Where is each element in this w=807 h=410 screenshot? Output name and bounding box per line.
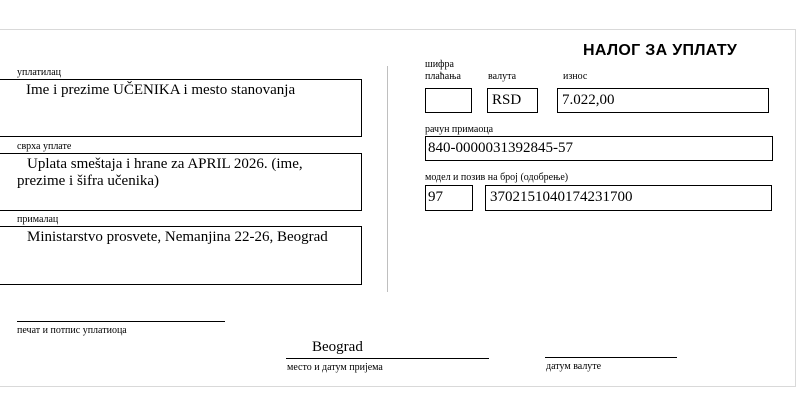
amount-field[interactable]: [557, 88, 769, 113]
payer-label: уплатилац: [17, 67, 62, 78]
payment-code-label-1: шифра: [425, 59, 454, 70]
value-date-line: [545, 357, 677, 358]
reference-number-field[interactable]: [485, 185, 772, 211]
payer-value: Ime i prezime UČENIKA i mesto stanovanja: [26, 82, 296, 98]
payer-field[interactable]: [0, 79, 362, 137]
purpose-label: сврха уплате: [17, 141, 72, 152]
recipient-field[interactable]: [0, 226, 362, 285]
recipient-value: Ministarstvo prosvete, Nemanjina 22-26, Beograd: [27, 229, 328, 245]
recipient-label: прималац: [17, 214, 59, 225]
purpose-value: Uplata smeštaja i hrane za APRIL 2026. (ime, prezime i šifra učenika): [17, 156, 303, 189]
purpose-field[interactable]: [0, 153, 362, 211]
reference-number-value: 3702151040174231700: [490, 189, 633, 205]
amount-value: 7.022,00: [562, 92, 615, 108]
reference-model-field[interactable]: [425, 185, 473, 211]
form-title: НАЛОГ ЗА УПЛАТУ: [583, 42, 738, 59]
currency-label: валута: [488, 71, 517, 82]
payment-code-field[interactable]: [425, 88, 472, 113]
currency-field[interactable]: [487, 88, 538, 113]
account-label: рачун примаоца: [425, 124, 494, 135]
currency-value: RSD: [492, 92, 522, 108]
payment-code-value: [426, 89, 471, 92]
signature-line: [17, 321, 225, 322]
reference-label: модел и позив на број (одобрење): [425, 172, 569, 183]
payment-slip: [0, 29, 796, 387]
value-date-label: датум валуте: [546, 361, 602, 372]
account-field[interactable]: [425, 136, 773, 161]
place-label: место и датум пријема: [287, 362, 383, 373]
column-divider: [387, 66, 388, 292]
signature-label: печат и потпис уплатиоца: [17, 325, 127, 336]
account-value: 840-0000031392845-57: [428, 140, 573, 156]
amount-label: износ: [563, 71, 588, 82]
reference-model-value: 97: [428, 189, 443, 205]
place-value: Beograd: [312, 339, 363, 355]
payment-code-label-2: плаћања: [425, 71, 461, 82]
place-line: [286, 358, 489, 359]
